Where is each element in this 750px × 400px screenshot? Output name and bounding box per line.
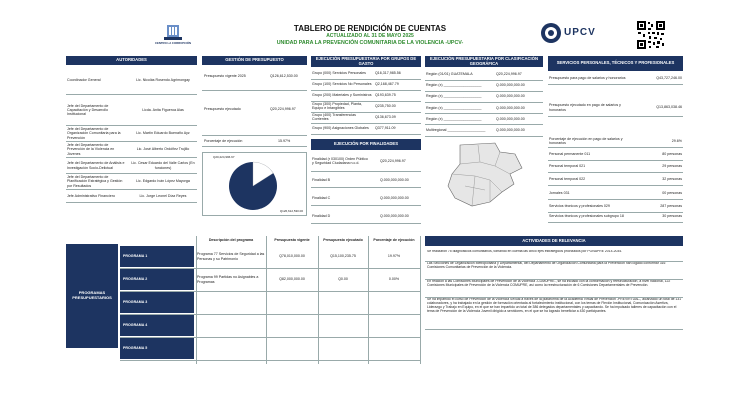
servicio-value: 287 personas — [660, 204, 682, 209]
finalidad-value: Q.000,000,000.00 — [380, 213, 409, 218]
region-label: Región (x) ___________________ — [426, 94, 482, 99]
row-divider — [425, 329, 683, 330]
gasto-value: Q377,911.09 — [375, 125, 396, 130]
left-logo-text: CENTRO LA CORRUPCIÓN — [154, 41, 192, 45]
authority-role: Coordinador General — [67, 78, 101, 83]
servicio-label: Presupuesto ejecutado en pago de salarios y honorarios — [549, 103, 621, 112]
gasto-group: Grupo (200) Materiales y Suministros — [312, 92, 372, 97]
row-divider — [548, 116, 683, 117]
programa-ejecutado: Q15,100,235.75 — [330, 254, 356, 259]
divider — [202, 135, 307, 136]
row-divider — [548, 222, 683, 223]
authority-name: Lic. Martín Eduardo Buenaño Ayz — [136, 131, 190, 136]
gasto-value: Q16,317,985.56 — [375, 70, 401, 75]
row-divider — [311, 205, 421, 206]
row-divider — [66, 202, 197, 203]
column-divider — [318, 236, 319, 364]
programa-pct: 0.00% — [388, 277, 400, 282]
servicio-value: 29 personas — [662, 164, 682, 169]
ejecutado-value: Q20,224,996.97 — [270, 106, 296, 111]
row-divider — [548, 84, 683, 85]
qr-code-icon — [636, 20, 666, 50]
servicios-header: SERVICIOS PERSONALES, TÉCNICOS Y PROFESIONALES — [548, 56, 683, 71]
servicio-label: Jornales 031 — [549, 191, 570, 196]
programa-pct — [368, 338, 420, 359]
divider — [202, 146, 307, 147]
authority-name: Lic. Nicolás Rosendo Agrimongay — [136, 78, 190, 83]
authority-role: Jefe del Departamento de Planificación Estratégica y Gestión por Resultados — [67, 175, 123, 188]
servicio-label: Servicios técnicos y profesionales 029 — [549, 204, 610, 209]
actividades-header: ACTIVIDADES DE RELEVANCIA — [425, 236, 683, 246]
row-divider — [311, 134, 421, 135]
programa-desc — [197, 338, 265, 359]
finalidad-label: Finalidad D — [312, 213, 331, 218]
authority-name: Lic. José Alberto Ordóñez Trujillo — [136, 147, 190, 152]
region-value: Q.000,000,000.00 — [496, 94, 525, 99]
finalidad-value: Q.000,000,000.00 — [380, 177, 409, 182]
actividad-item: Se realizaron 75 diagnósticos comunitarios, tomando en cuenta las cinco ejes estratégicos priorizados por PONAPRE 2014-2034. — [427, 250, 623, 253]
column-divider — [196, 236, 197, 364]
servicio-value: 30 personas — [662, 214, 682, 219]
region-value: Q.000,000,000.00 — [496, 105, 525, 110]
region-label: Región (x) ___________________ — [426, 116, 482, 121]
row-divider — [548, 160, 683, 161]
servicio-label: Presupuesto para pago de salarios y honorarios — [549, 75, 626, 80]
programa-name: PROGRAMA 2 — [120, 269, 194, 290]
region-value: Q.000,000,000.00 — [496, 116, 525, 121]
finalidad-value: Q.000,000,000.00 — [380, 195, 409, 200]
gasto-value: Q193,639.75 — [375, 92, 396, 97]
row-divider — [548, 172, 683, 173]
column-divider — [266, 236, 267, 364]
guatemala-map-icon — [440, 140, 530, 210]
programa-ejecutado: Q0.00 — [338, 277, 348, 282]
presupuesto-header: GESTIÓN DE PRESUPUESTO — [202, 56, 307, 65]
servicio-value: 29.6% — [671, 138, 682, 143]
programa-name: PROGRAMA 3 — [120, 292, 194, 313]
region-label: Región (x) ___________________ — [426, 83, 482, 88]
row-divider — [311, 223, 421, 224]
vigente-label: Presupuesto vigente 2025 — [204, 73, 246, 78]
row-divider — [548, 147, 683, 148]
finalidades-header: EJECUCIÓN POR FINALIDADES — [311, 139, 421, 150]
finalidad-label: Finalidad B — [312, 177, 330, 182]
vigente-value: Q126,612,530.00 — [270, 73, 298, 78]
finalidad-label: Finalidad (r 030100) Orden Público y Seguridad Ciudadana n.c.d. — [312, 156, 368, 165]
servicio-label: Personal permanente 011 — [549, 152, 591, 157]
authority-role: Jefe del Departamento de Capacitación y Desarrollo Institucional — [67, 103, 109, 117]
authority-role: Jefe Administrativo Financiero — [67, 193, 115, 198]
right-logo — [540, 22, 610, 46]
page-title: TABLERO DE RENDICIÓN DE CUENTAS — [293, 24, 447, 33]
programa-pct: 19.97% — [387, 254, 401, 259]
region-label: Multiregional ___________________ — [426, 127, 486, 132]
left-logo — [154, 22, 192, 48]
row-divider — [548, 199, 683, 200]
right-logo-text: UPCV — [564, 27, 596, 38]
authority-name: Licda. Anita Figueroa Alas — [142, 107, 184, 112]
gasto-header: EJECUCIÓN PRESUPUESTARIA POR GRUPOS DE GASTO — [311, 56, 421, 67]
programa-ejecutado — [318, 338, 368, 359]
row-divider — [311, 171, 421, 172]
programa-desc: Programa 99 Partidas no Asignables a Programas — [197, 275, 259, 284]
programa-vigente: Q82,000,000.00 — [279, 277, 305, 282]
row-divider — [311, 187, 421, 188]
programa-name: PROGRAMA 1 — [120, 246, 194, 267]
region-label: Región (01/01) GUATEMALA — [426, 71, 473, 76]
programas-column-header: Descripción del programa — [208, 237, 254, 242]
geografica-header: EJECUCIÓN PRESUPUESTARIA POR CLASIFICACIÓN GEOGRÁFICA — [425, 56, 543, 67]
programa-desc — [197, 315, 265, 336]
programa-desc: Programa 77 Servicios de Seguridad a las Personas y su Patrimonio — [197, 252, 265, 261]
autoridades-header: AUTORIDADES — [66, 56, 197, 65]
divider — [202, 90, 307, 91]
actividad-item: En relación a las Comisiones Municipales de Prevención de la Violencia -COMUPRE-, se ha iniciado con la conformación y reestructuración, a nivel nacional, 122 Comisiones Municipales de Prevención de la Violencia COMUPRE, así como la reestructuración de 6 Comisiones Departamentales de Prevención. — [427, 280, 671, 287]
authority-name: Lic. Cesar Eduardo del Valle Carlos (En funciones) — [131, 161, 195, 170]
gasto-value: Q136,673.09 — [375, 114, 396, 119]
column-divider — [368, 236, 369, 364]
finalidad-label: Finalidad C — [312, 195, 331, 200]
authority-role: Jefe del Departamento de Prevención de la Violencia en Jóvenes — [67, 143, 115, 156]
gasto-group: Grupo (300) Propiedad, Planta, Equipo e Intangibles — [312, 101, 362, 110]
gasto-group: Grupo (000) Servicios Personales — [312, 70, 366, 75]
servicio-value: Q43,727,246.00 — [656, 75, 682, 80]
budget-pie-chart — [203, 153, 308, 217]
row-divider — [548, 185, 683, 186]
servicio-value: Q13,863,038.46 — [656, 105, 682, 110]
servicio-value: 00 personas — [662, 191, 682, 196]
programa-vigente — [266, 338, 318, 359]
gasto-group: Grupo (900) Asignaciones Globales — [312, 125, 369, 130]
region-value: Q.000,000,000.00 — [496, 83, 525, 88]
pie-chart-frame — [202, 152, 307, 216]
servicio-label: Servicios técnicos y profesionales subgrupo 18 — [549, 214, 624, 219]
authority-role: Jefe del Departamento de Análisis e Investigación Socio-Delictual — [67, 161, 125, 170]
authority-name: Lic. Jorge Leonel Díaz Reyes — [139, 193, 187, 198]
programa-ejecutado — [318, 315, 368, 336]
programa-pct — [368, 292, 420, 313]
gasto-group: Grupo (100) Servicios No Personales — [312, 81, 372, 86]
authority-role: Jefe del Departamento de Organización Comunitaria para la Prevención — [67, 127, 121, 140]
pie-label-bottom: Q126,612,530.00 — [279, 208, 303, 213]
gasto-group: Grupo (400) Transferencias Corrientes — [312, 112, 356, 121]
programas-column-header: Presupuesto ejecutado — [323, 237, 363, 242]
servicio-label: Porcentaje de ejecución en pago de salarios y honorarios — [549, 136, 623, 145]
qr-code — [636, 20, 666, 50]
programa-desc — [197, 292, 265, 313]
actividad-item: Se ha impartido el curso de Prevención de la Violencia Sexual a través de la plataforma de la Academia Virtual de Prevención -PREVIRTUAL-, alcanzado un total de 131 colaboradores, y ha trabajado en la gestión de formación orientada al fortalecimiento institucional, con los temas de Flexión Institucional, Comunicación Asertiva, Liderazgo y Trabajo en Equipo, en el que se han impartido un total de 386 delegados departamentales y capacitando. Se ha impulsado talleres de capacitación con el tema de Prevención de la Violencia Juvenil dirigido a servidores, en el que se ha logrado beneficiar a 430 participantes. — [427, 298, 682, 313]
programas-column-header: Porcentaje de ejecución — [373, 237, 415, 242]
programa-ejecutado — [318, 292, 368, 313]
update-date: ACTUALIZADO AL 31 DE MAYO 2025 — [326, 33, 414, 39]
row-divider — [425, 136, 543, 137]
pie-label-top: Q20,224,996.97 — [213, 155, 235, 159]
finalidad-value: Q20,224,996.97 — [380, 158, 406, 163]
region-value: Q20,224,996.97 — [496, 71, 522, 76]
region-value: Q.000,000,000.00 — [496, 127, 525, 132]
programa-name: PROGRAMA 4 — [120, 315, 194, 336]
programa-name: PROGRAMA 5 — [120, 338, 194, 359]
servicio-label: Personal temporal 021 — [549, 164, 586, 169]
servicio-label: Personal temporal 022 — [549, 177, 586, 182]
actividad-item: Las Secciones de Organización Metropolitana y Departamental, del Departamento de Organización Comunitaria para la Prevención han logado conformar 316 Comisiones Comunitarias de Prevención de la Violencia. — [427, 262, 666, 269]
servicio-value: 32 personas — [662, 177, 682, 182]
programas-side-label — [66, 244, 118, 348]
pct-label: Porcentaje de ejecución — [204, 138, 243, 143]
programa-vigente: Q78,010,000.00 — [279, 254, 305, 259]
programa-vigente — [266, 315, 318, 336]
guatemala-map — [440, 140, 530, 210]
authority-name: Lic. Edgardo Iván López Mayorga — [136, 179, 190, 184]
programa-pct — [368, 315, 420, 336]
row-divider — [120, 360, 420, 361]
programas-side-text: PROGRAMAS PRESUPUESTARIOS — [72, 290, 112, 300]
programa-vigente — [266, 292, 318, 313]
upcv-seal-icon — [540, 22, 562, 44]
pct-value: 15.97% — [278, 138, 291, 143]
unit-name: UNIDAD PARA LA PREVENCIÓN COMUNITARIA DE LA VIOLENCIA -UPCV- — [276, 40, 464, 46]
gasto-value: Q2,168,467.79 — [375, 81, 399, 86]
region-label: Región (x) ___________________ — [426, 105, 482, 110]
column-divider — [420, 236, 421, 364]
ejecutado-label: Presupuesto ejecutado — [204, 106, 241, 111]
programas-column-header: Presupuesto vigente — [274, 237, 310, 242]
servicio-value: 80 personas — [662, 152, 682, 157]
gasto-value: Q235,750.00 — [375, 103, 396, 108]
